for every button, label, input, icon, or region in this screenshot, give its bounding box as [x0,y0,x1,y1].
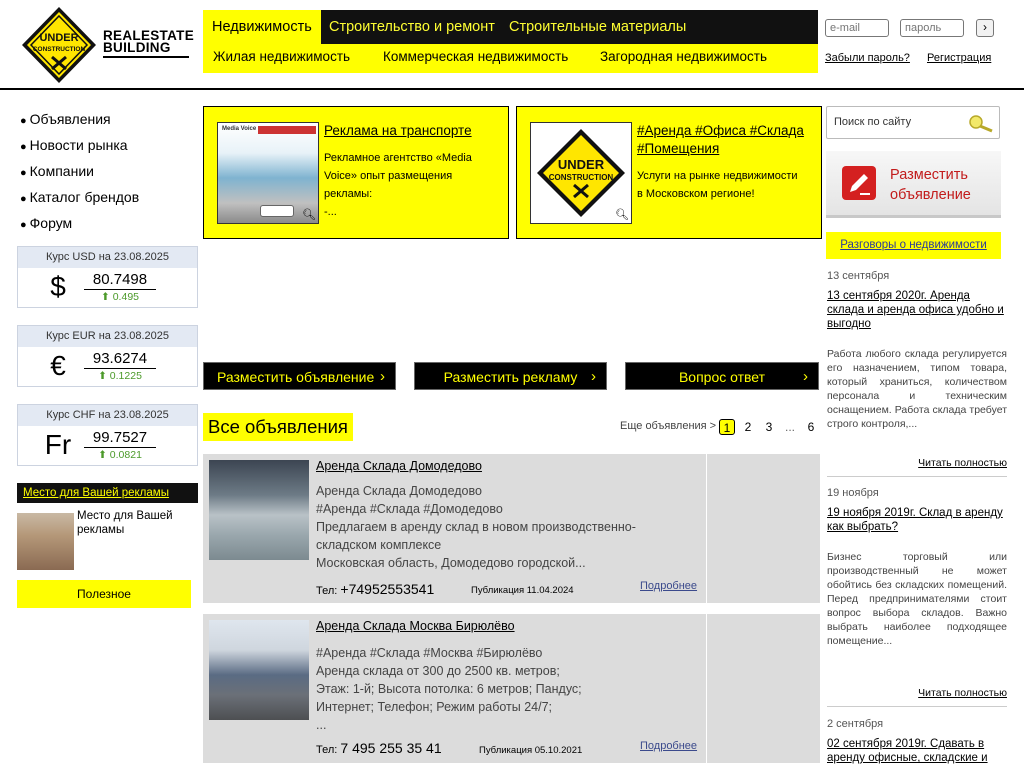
news-text: Бизнес торговый или производственный не может обойтись без складских помещений. Перед предпринимателями стоит вопрос выбора складов. Важно выбрать наиболее подходящее помещение... [827,551,1007,647]
franc-icon: Fr [44,429,72,460]
news-title[interactable]: 19 ноября 2019г. Склад в аренду как выбрать? [827,507,1003,533]
listing-item [203,453,820,603]
currency-chf [17,404,198,466]
listing-item [203,613,820,763]
svg-text:UNDER: UNDER [557,157,605,172]
listing-title[interactable]: Аренда Склада Домодедово [316,459,482,473]
news-date: 13 сентября [827,270,890,282]
listing-title[interactable]: Аренда Склада Москва Бирюлёво [316,619,515,633]
search-placeholder: Поиск по сайту [834,116,912,128]
currency-change: ⬆ 0.495 [101,291,139,303]
news-date: 19 ноября [827,487,879,499]
news-date: 2 сентября [827,718,884,730]
currency-value: 80.7498 [84,271,156,290]
menu-ads[interactable]: ● Объявления [20,111,111,129]
logo-text[interactable] [103,30,194,54]
subnav-commercial[interactable]: Коммерческая недвижимость [383,49,569,64]
password-field[interactable] [900,19,964,37]
listing-divider [706,614,707,763]
nav-materials[interactable]: Строительные материалы [509,19,687,35]
listing-photo[interactable] [209,620,309,720]
currency-usd [17,246,198,308]
arrow-up-icon: ⬆ [98,370,110,382]
logo-line2: BUILDING [103,40,171,55]
listing-description: Аренда Склада Домодедово #Аренда #Склада #Домодедово Предлагаем в аренду склад в новом производственно- складском комплексе Московская область, Домодедово городской... [316,484,636,570]
listing-phone: Тел: +74952553541 [316,581,435,597]
chevron-right-icon: › [803,368,808,385]
promo-text: Услуги на рынке недвижимости в Московском регионе! [637,170,798,200]
page-ellipsis: ... [784,420,795,434]
menu-news[interactable]: ● Новости рынка [20,137,128,155]
page-1[interactable]: 1 [719,419,735,435]
ad-place-link[interactable]: Место для Вашей рекламы [17,483,198,503]
currency-eur [17,325,198,387]
currency-value: 99.7527 [84,429,156,448]
news-text: Работа любого склада регулируется его назначением, типом товара, который храниться, количеством персонала и техническим оснащением. Работа склада требует строго контроля,... [827,348,1007,430]
page-6[interactable]: 6 [807,420,815,434]
subnav-residential[interactable]: Жилая недвижимость [213,49,351,64]
arrow-up-icon: ⬆ [98,449,110,461]
svg-text:UNDER: UNDER [39,32,79,44]
promo-rental [516,106,822,239]
magnifier-icon: 🔍︎ [615,209,629,221]
page-3[interactable]: 3 [765,420,773,434]
nav-construction[interactable]: Строительство и ремонт [329,19,495,35]
nav-realestate[interactable]: Недвижимость [203,10,321,44]
magnifier-icon: 🔍︎ [302,209,316,221]
pager-label: Еще объявления > [620,420,717,432]
listing-description: #Аренда #Склада #Москва #Бирюлёво Аренда склада от 300 до 2500 кв. метров; Этаж: 1-й; Высота потолка: 6 метров; Пандус; Интернет; Телефон; Режим работы 24/7; ... [316,646,582,732]
login-submit-button[interactable] [976,19,994,37]
header [0,0,1024,90]
svg-text:CONSTRUCTION: CONSTRUCTION [548,173,614,182]
listing-phone: Тел: 7 495 255 35 41 [316,740,442,756]
logo-line1: REALESTATE [103,28,195,43]
currency-value: 93.6274 [84,350,156,369]
forgot-password-link[interactable]: Забыли пароль? [825,52,910,64]
currency-header: Курс CHF на 23.08.2025 [18,405,197,426]
ad-place-text[interactable]: Место для Вашей рекламы [77,510,173,536]
site-search-input[interactable] [826,106,1000,139]
svg-text:CONSTRUCTION: CONSTRUCTION [32,46,86,53]
post-ad-button[interactable]: Разместить объявление › [203,362,396,390]
listing-more-link[interactable]: Подробнее [640,580,698,592]
sub-nav [203,44,818,73]
promo-transport [203,106,509,239]
news-divider [827,476,1007,477]
menu-forum[interactable]: ● Форум [20,215,72,233]
logo-sign[interactable] [20,5,98,85]
promo-text: Рекламное агентство «Media Voice» опыт размещения рекламы: -... [324,152,472,218]
listing-date: Публикация 05.10.2021 [479,745,583,756]
register-link[interactable]: Регистрация [927,52,992,64]
euro-icon: € [50,350,66,381]
news-read-more[interactable]: Читать полностью [918,687,1007,699]
ad-thumbnail[interactable] [17,513,74,570]
currency-header: Курс EUR на 23.08.2025 [18,326,197,347]
menu-companies[interactable]: ● Компании [20,163,94,181]
chevron-right-icon: › [380,368,385,385]
useful-button[interactable]: Полезное [17,580,191,608]
news-read-more[interactable]: Читать полностью [918,457,1007,469]
search-icon[interactable] [967,113,995,133]
main-nav [203,10,818,44]
page-2[interactable]: 2 [744,420,752,434]
currency-header: Курс USD на 23.08.2025 [18,247,197,268]
currency-change: ⬆ 0.1225 [98,370,142,382]
news-title[interactable]: 02 сентября 2019г. Сдавать в аренду офисные, складские и [827,738,988,764]
chevron-right-icon: › [983,20,987,34]
promo-image[interactable] [217,122,319,224]
listing-photo[interactable] [209,460,309,560]
post-ad-text[interactable]: Разместить объявление [890,167,971,203]
pencil-icon [840,164,878,202]
listing-more-link[interactable]: Подробнее [640,740,698,752]
promo-title[interactable]: #Аренда #Офиса #Склада #Помещения [637,123,804,156]
listing-divider [706,454,707,603]
talks-link[interactable]: Разговоры о недвижимости [826,232,1001,259]
news-title[interactable]: 13 сентября 2020г. Аренда склада и аренда офиса удобно и выгодно [827,290,1004,330]
news-divider [827,706,1007,707]
post-advert-button[interactable]: Разместить рекламу › [414,362,607,390]
faq-button[interactable]: Вопрос ответ › [625,362,819,390]
chevron-right-icon: › [591,368,596,385]
listing-date: Публикация 11.04.2024 [471,585,574,596]
email-field[interactable] [825,19,889,37]
subnav-country[interactable]: Загородная недвижимость [600,49,768,64]
promo-image[interactable] [530,122,632,224]
menu-brands[interactable]: ● Каталог брендов [20,189,139,207]
dollar-icon: $ [50,271,66,302]
arrow-up-icon: ⬆ [101,291,113,303]
promo-image-label: Media Voice [222,126,257,132]
currency-change: ⬆ 0.0821 [98,449,142,461]
logo-underline [103,56,189,58]
promo-title[interactable]: Реклама на транспорте [324,123,472,138]
all-ads-title: Все объявления [203,413,353,441]
